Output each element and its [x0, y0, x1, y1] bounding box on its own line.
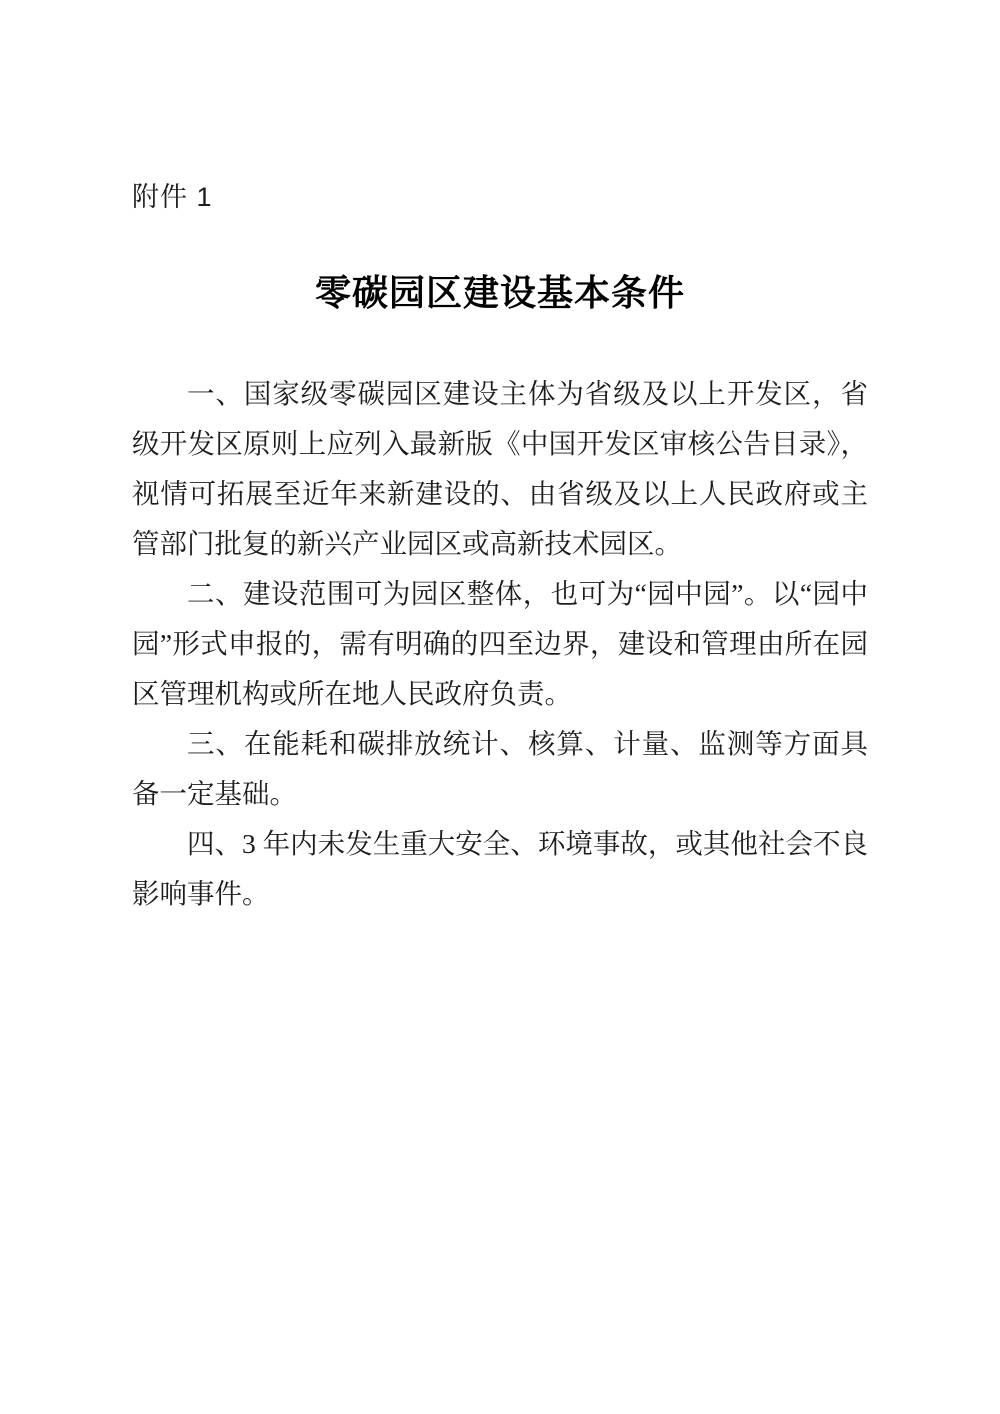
body-paragraph: 一、国家级零碳园区建设主体为省级及以上开发区，省级开发区原则上应列入最新版《中国开发区审核公告目录》，视情可拓展至近年来新建设的、由省级及以上人民政府或主管部门批复的新兴产业园区或高新技术园区。	[132, 378, 868, 559]
body-paragraph: 四、3 年内未发生重大安全、环境事故，或其他社会不良影响事件。	[132, 828, 868, 909]
page-title: 零碳园区建设基本条件	[314, 273, 685, 313]
document-body	[132, 369, 868, 919]
document-content	[0, 181, 1000, 919]
attachment-label: 附件 1	[132, 182, 213, 212]
body-paragraph: 二、建设范围可为园区整体，也可为“园中园”。以“园中园”形式申报的，需有明确的四至边界，建设和管理由所在园区管理机构或所在地人民政府负责。	[132, 578, 868, 709]
body-paragraph: 三、在能耗和碳排放统计、核算、计量、监测等方面具备一定基础。	[132, 728, 868, 809]
